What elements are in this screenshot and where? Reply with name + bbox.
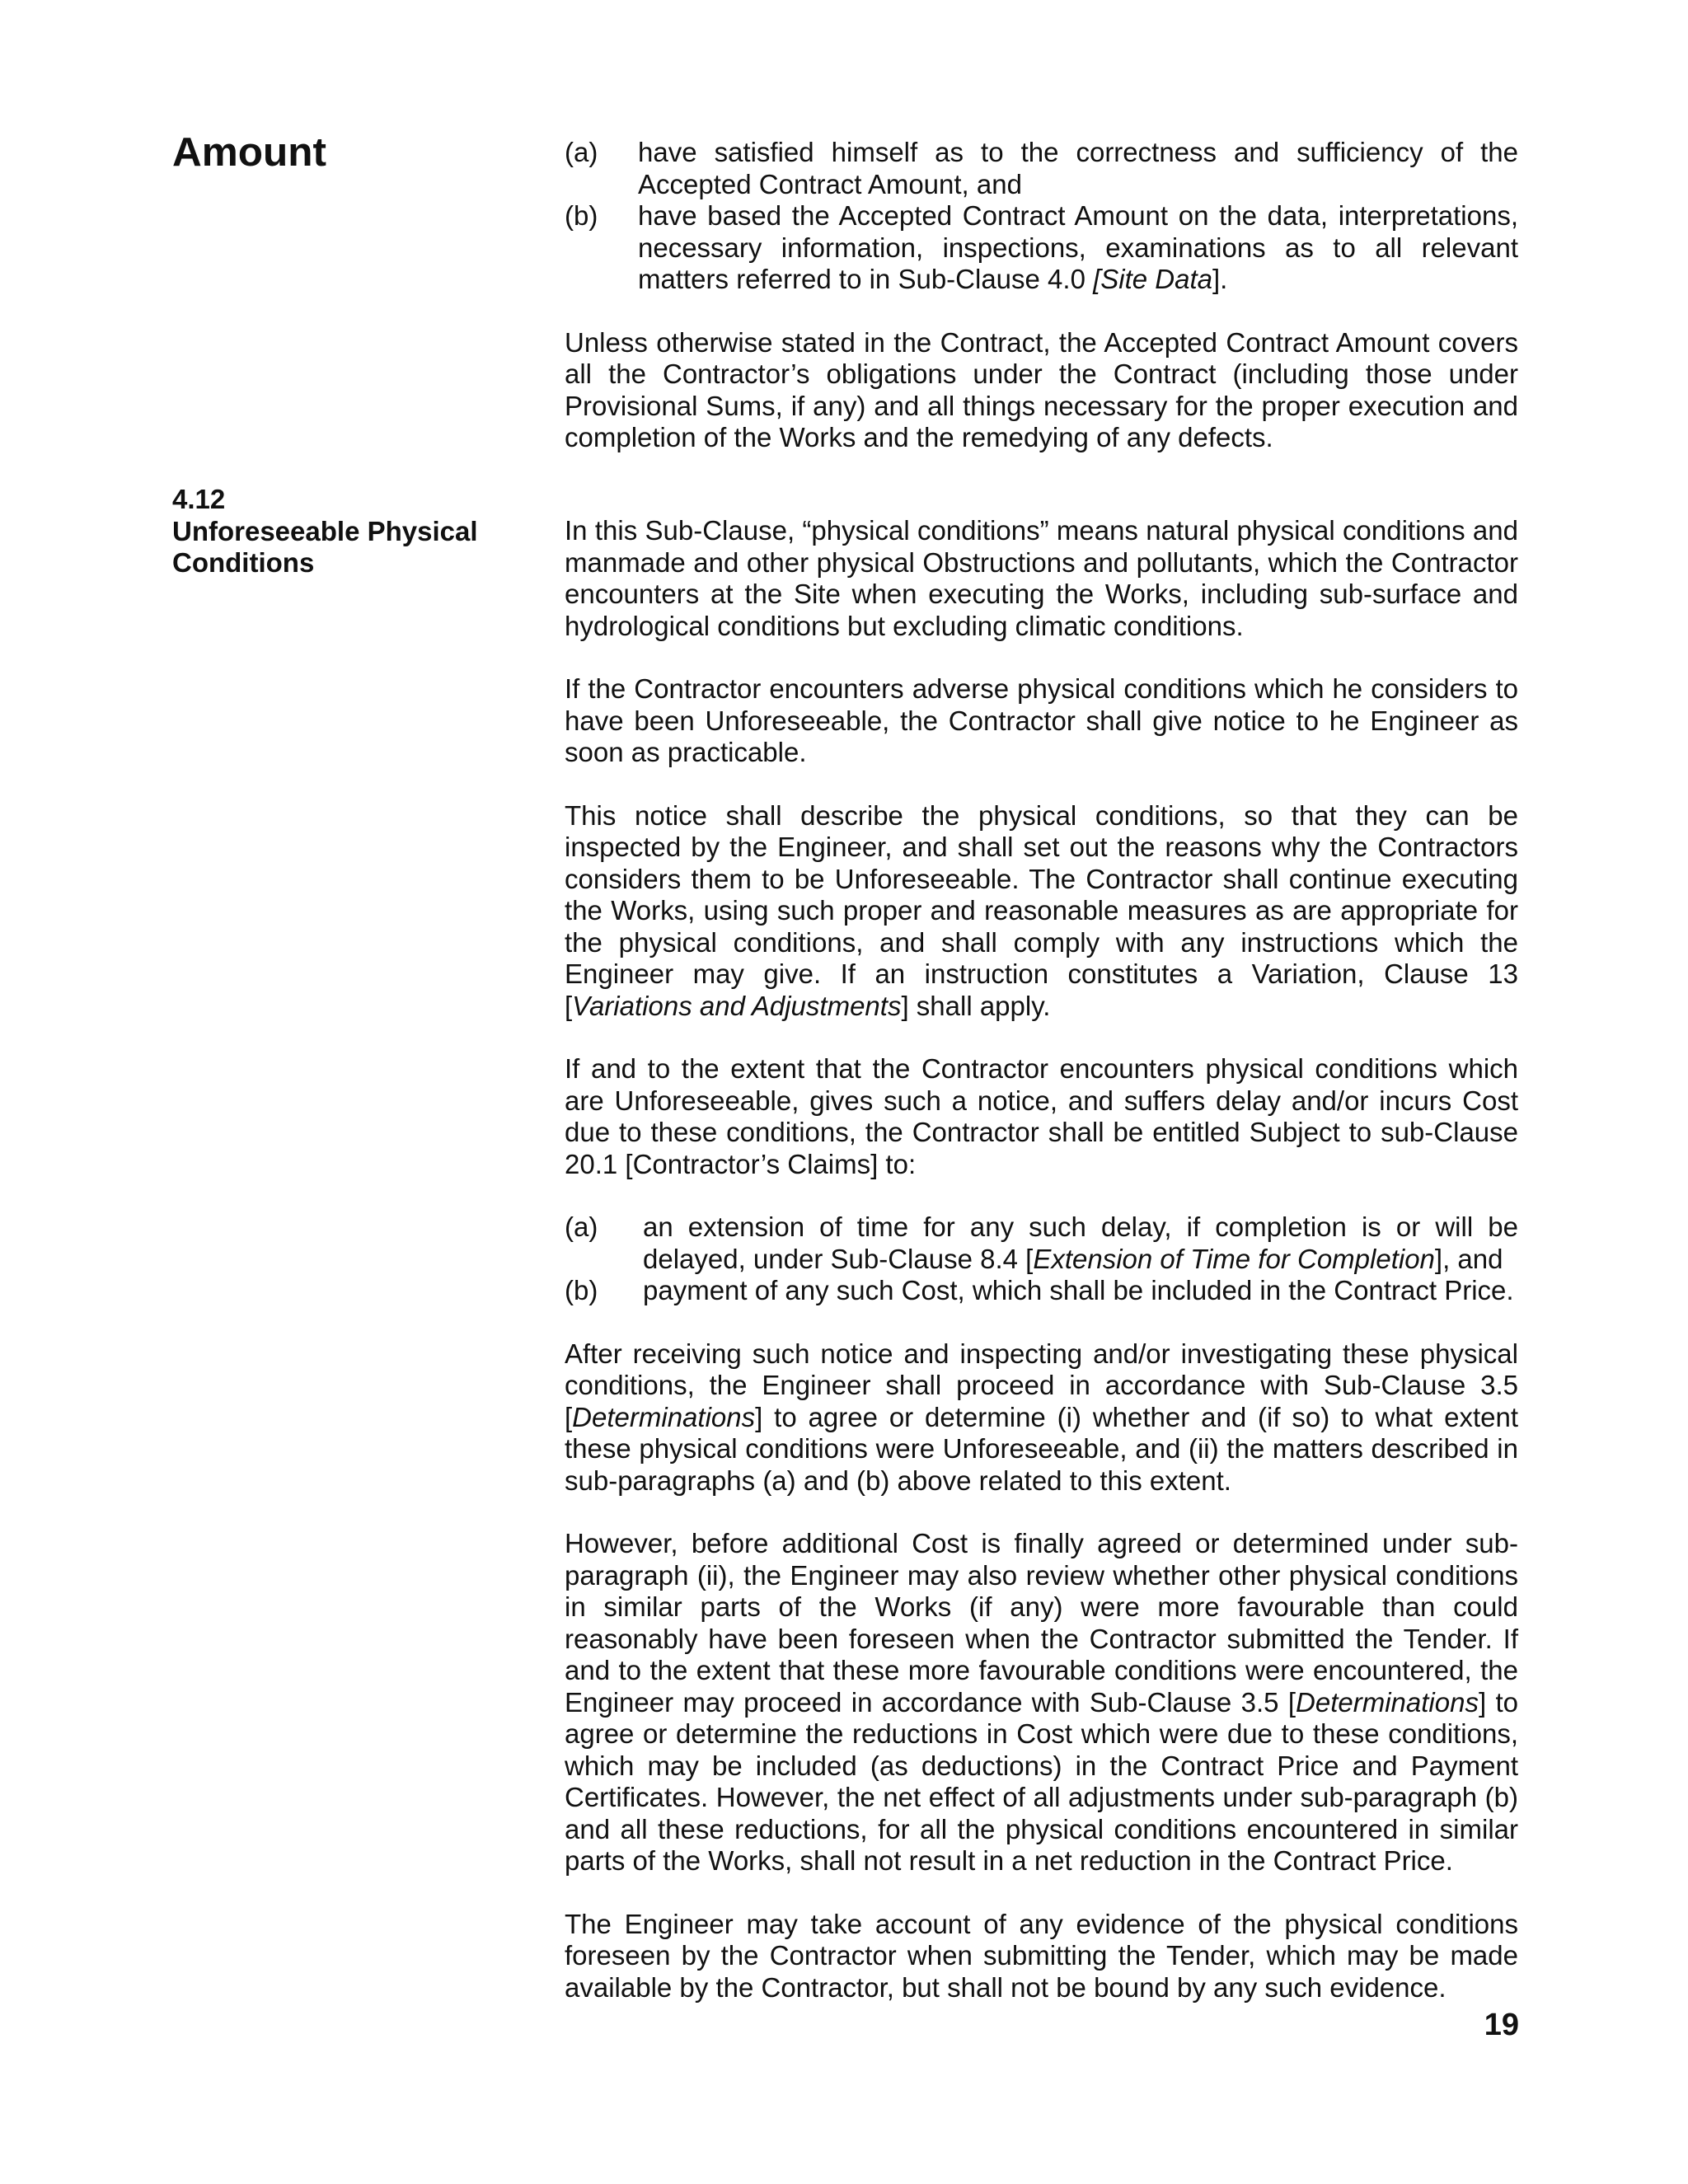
- list-item-text: [643, 1212, 1518, 1275]
- section-body-4-12: [565, 515, 1518, 2035]
- section-heading-amount: Amount: [172, 129, 326, 175]
- cross-reference: [Site Data: [1093, 264, 1213, 294]
- section-title: Unforeseeable Physical Conditions: [172, 515, 478, 578]
- amount-paragraph: Unless otherwise stated in the Contract, the Accepted Contract Amount covers all the Contractor’s obligations under the Contract (including those under Provisional Sums, if any) and all things necessary for the proper execution and completion of the Works and the remedying of any defects.: [565, 326, 1518, 452]
- paragraph-text-before: This notice shall describe the physical conditions, so that they can be inspected by the Engineer, and shall set out the reasons why the Contractors considers them to be Unforeseeable. The Contractor shall continue executing the Works, using such proper and reasonable measures as are appropriate for the physical conditions, and shall comply with any instructions which the Engineer may give. If an instruction constitutes a Variation, Clause 13 [: [565, 799, 1518, 1021]
- section-number: 4.12: [172, 484, 226, 514]
- cross-reference: Variations and Adjustments: [572, 990, 902, 1021]
- paragraph-text-after: ] to agree or determine (i) whether and (if so) to what extent these physical conditions were Unforeseeable, and (ii) the matters described in sub-paragraphs (a) and (b) above related to this extent.: [565, 1401, 1518, 1496]
- section-body-amount: [565, 137, 1518, 485]
- entitlement-list: [565, 1212, 1518, 1307]
- list-marker: (a): [565, 1212, 598, 1242]
- paragraph-text-before: However, before additional Cost is finally agreed or determined under sub-paragraph (ii), the Engineer may also review whether other physical conditions in similar parts of the Works (if any) were more favourable than could reasonably have been foreseen when the Contractor submitted the Tender. If and to the extent that these more favourable conditions were encountered, the Engineer may proceed in accordance with Sub-Clause 3.5 [: [565, 1528, 1518, 1718]
- list-item-text-after: ].: [1212, 264, 1228, 294]
- list-item-text-before: have based the Accepted Contract Amount on the data, interpretations, necessary information, inspections, examinations as to all relevant matters referred to in Sub-Clause 4.0: [638, 200, 1518, 294]
- list-item-text-before: an extension of time for any such delay, if completion is or will be delayed, under Sub-Clause 8.4 [: [643, 1212, 1518, 1274]
- paragraph-text-after: ] to agree or determine the reductions in Cost which were due to these conditions, which may be included (as deductions) in the Contract Price and Payment Certificates. However, the net effect of all adjustments under sub-paragraph (b) and all these reductions, for all the physical conditions encountered in similar parts of the Works, shall not result in a net reduction in the Contract Price.: [565, 1686, 1519, 1876]
- list-item: [565, 1275, 1518, 1307]
- list-item: [565, 137, 1518, 200]
- paragraph-notice: If the Contractor encounters adverse physical conditions which he considers to have been Unforeseeable, the Contractor shall give notice to he Engineer as soon as practicable.: [565, 673, 1518, 767]
- paragraph-reductions: [565, 1528, 1518, 1877]
- paragraph-text-before: After receiving such notice and inspecting and/or investigating these physical conditions, the Engineer shall proceed in accordance with Sub-Clause 3.5 [: [565, 1338, 1518, 1432]
- list-item-text: have satisfied himself as to the correctness and sufficiency of the Accepted Contract Amount, and: [638, 137, 1518, 199]
- list-item-text-after: ], and: [1434, 1243, 1503, 1274]
- list-item-text: [638, 200, 1518, 296]
- paragraph-entitlement: If and to the extent that the Contractor encounters physical conditions which are Unforeseeable, gives such a notice, and suffers delay and/or incurs Cost due to these conditions, the Contractor shall be entitled Subject to sub-Clause 20.1 [Contractor’s Claims] to:: [565, 1053, 1518, 1179]
- list-marker: (b): [565, 200, 598, 231]
- amount-list: [565, 137, 1518, 296]
- list-marker: (a): [565, 137, 598, 167]
- page-number: 19: [1484, 2008, 1519, 2042]
- paragraph-evidence: The Engineer may take account of any evidence of the physical conditions foreseen by the Contractor when submitting the Tender, which may be made available by the Contractor, but shall not be bound by any such evidence.: [565, 1908, 1518, 2003]
- cross-reference: Extension of Time for Completion: [1033, 1243, 1435, 1274]
- list-item-text: payment of any such Cost, which shall be included in the Contract Price.: [643, 1275, 1514, 1305]
- paragraph-determination: [565, 1338, 1518, 1497]
- paragraph-notice-content: [565, 800, 1518, 1023]
- paragraph-definition: In this Sub-Clause, “physical conditions” means natural physical conditions and manmade and other physical Obstructions and pollutants, which the Contractor encounters at the Site when executing the Works, including sub-surface and hydrological conditions but excluding climatic conditions.: [565, 515, 1518, 641]
- cross-reference: Determinations: [572, 1401, 756, 1432]
- list-item: [565, 200, 1518, 296]
- section-heading-4-12: [172, 484, 518, 579]
- list-item: [565, 1212, 1518, 1275]
- cross-reference: Determinations: [1296, 1686, 1479, 1718]
- list-marker: (b): [565, 1275, 598, 1305]
- paragraph-text-after: ] shall apply.: [901, 990, 1051, 1021]
